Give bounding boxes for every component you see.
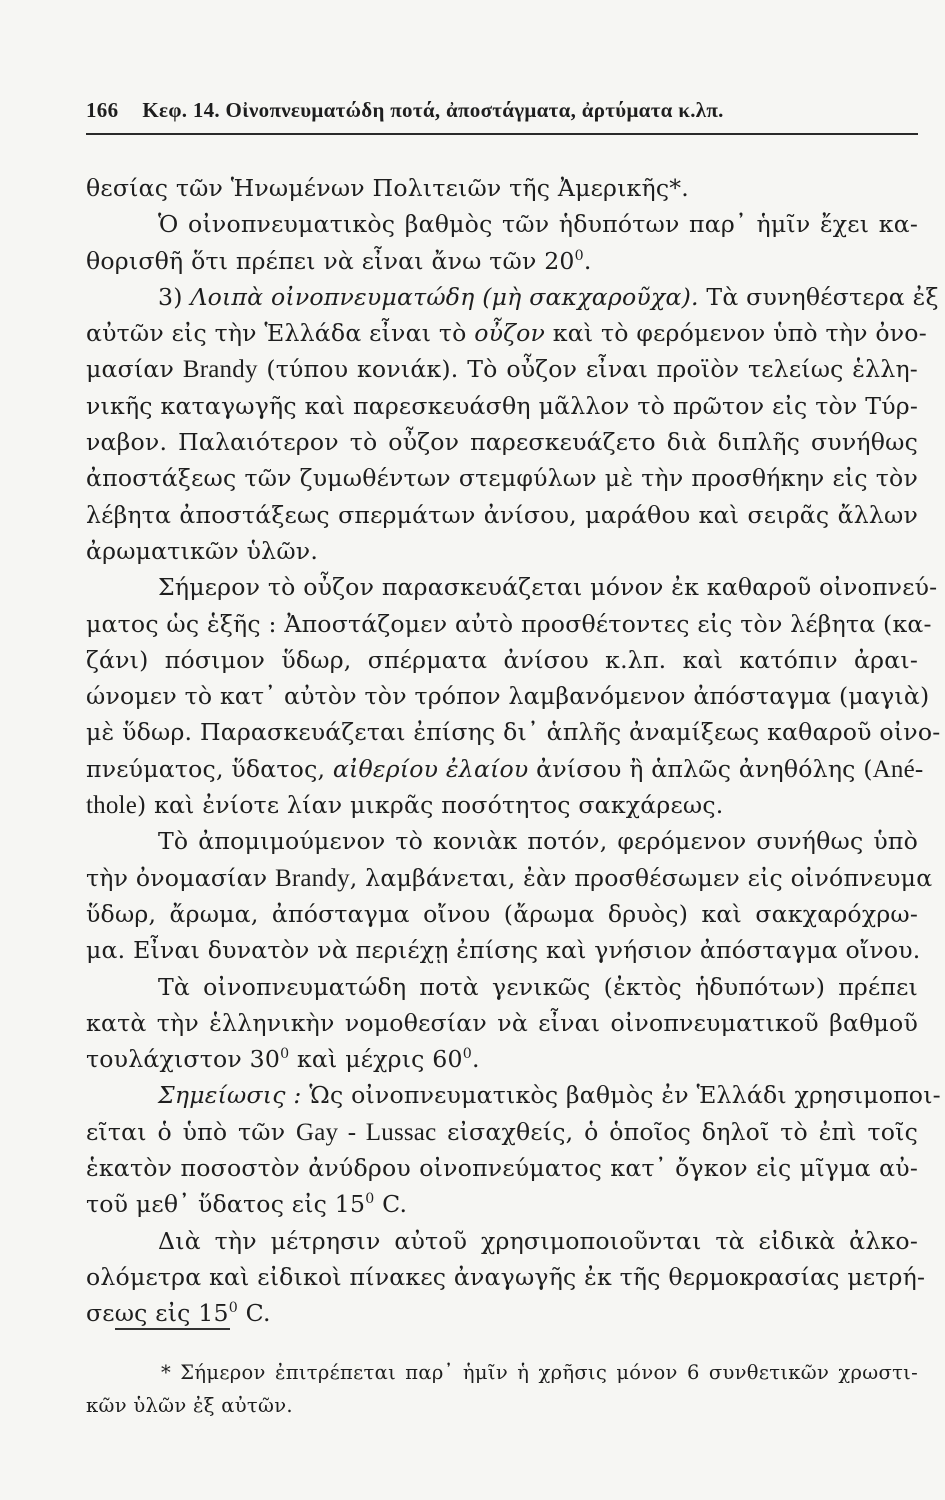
text-run: ἀνίσου ἢ ἁπλῶς ἀνηθόλης ( (528, 754, 873, 783)
paragraph-1-line-1: θεσίας τῶν Ἡνωμένων Πολιτειῶν τῆς Ἀμερικῆς*. (86, 174, 689, 202)
text-run: θορισθῆ ὅτι πρέπει νὰ εἶναι ἄνω τῶν 20 (86, 246, 575, 275)
paragraph-5-line-3: ὕδωρ, ἄρωμα, ἀπόσταγμα οἴνου (ἄρωμα δρυὸς) καὶ σακχαρόχρω- (86, 899, 918, 928)
text-run: σεως εἰς 15 (86, 1299, 229, 1328)
paragraph-3-line-7: λέβητα ἀποστάξεως σπερμάτων ἀνίσου, μαράθου καὶ σειρᾶς ἄλλων (86, 500, 918, 529)
text-run: μασίαν (86, 355, 183, 384)
running-header (86, 98, 724, 123)
paragraph-5-line-4: μα. Εἶναι δυνατὸν νὰ περιέχῃ ἐπίσης καὶ γνήσιον ἀπόσταγμα οἴνου. (86, 936, 921, 965)
latin-term: Gay - Lussac (296, 1118, 437, 1146)
text-run: C. (237, 1299, 271, 1328)
paragraph-7-line-3: ἑκατὸν ποσοστὸν ἀνύδρου οἰνοπνεύματος κατ᾽ ὄγκον εἰς μῖγμα αὐ- (86, 1154, 918, 1183)
footnote-rule (115, 1328, 230, 1330)
degree-sup: 0 (365, 1191, 375, 1208)
paragraph-3-line-5: ναβον. Παλαιότερον τὸ οὖζον παρεσκευάζετο διὰ διπλῆς συνήθως (86, 428, 918, 457)
text-run: 3) (158, 282, 191, 311)
degree-sup: 0 (228, 1300, 238, 1317)
text-run: (τύπου κονιάκ). Τὸ οὖζον εἶναι προϊὸν τελείως ἑλλη- (257, 355, 918, 384)
text-run: . (471, 1045, 480, 1074)
paragraph-4-line-7 (86, 787, 918, 823)
text-run: εἰσαχθείς, ὁ ὁποῖος δηλοῖ τὸ ἐπὶ τοῖς (436, 1117, 918, 1146)
latin-term: Ané- (872, 755, 924, 783)
latin-term: thole (86, 792, 137, 820)
paragraph-3-line-6: ἀποστάξεως τῶν ζυμωθέντων στεμφύλων μὲ τὴν προσθήκην εἰς τὸν (86, 464, 918, 493)
paragraph-3-line-1 (86, 279, 939, 315)
footnote (86, 1356, 918, 1422)
paragraph-2-line-2 (86, 243, 918, 279)
paragraph-3-line-2 (86, 315, 927, 351)
footnote-line-2: κῶν ὑλῶν ἐξ αὐτῶν. (86, 1394, 293, 1417)
paragraph-7-line-1 (86, 1077, 941, 1113)
text-run: ) καὶ ἐνίοτε λίαν μικρᾶς ποσότητος σακχάρεως. (137, 791, 724, 820)
paragraph-6-line-1: Τὰ οἰνοπνευματώδη ποτὰ γενικῶς (ἐκτὸς ἡδυπότων) πρέπει (158, 972, 918, 1001)
paragraph-8-line-1: Διὰ τὴν μέτρησιν αὐτοῦ χρησιμοποιοῦνται τὰ εἰδικὰ ἀλκο- (158, 1226, 918, 1255)
paragraph-8-line-2: ολόμετρα καὶ εἰδικοὶ πίνακες ἀναγωγῆς ἐκ τῆς θερμοκρασίας μετρή- (86, 1262, 926, 1291)
text-run: τὴν ὀνομασίαν (86, 863, 275, 892)
text-run: . (583, 246, 592, 275)
italic-term: αἰθερίου ἐλαίου (332, 754, 529, 783)
latin-term: Brandy (182, 356, 258, 384)
paragraph-5-line-1: Τὸ ἀπομιμούμενον τὸ κονιὰκ ποτόν, φερόμενον συνήθως ὑπὸ (158, 827, 918, 856)
paragraph-4-line-6 (86, 751, 924, 787)
text-run: πνεύματος, ὕδατος, (86, 754, 333, 783)
note-label: Σημείωσις : (158, 1081, 302, 1110)
footnote-line-1: * Σήμερον ἐπιτρέπεται παρ᾽ ἡμῖν ἡ χρῆσις μόνον 6 συνθετικῶν χρωστι- (161, 1361, 918, 1384)
paragraph-4-line-3: ζάνι) πόσιμον ὕδωρ, σπέρματα ἀνίσου κ.λπ. καὶ κατόπιν ἀραι- (86, 645, 918, 674)
paragraph-3-line-8: ἀρωματικῶν ὑλῶν. (86, 536, 319, 565)
body-text (86, 170, 941, 1332)
degree-sup: 0 (462, 1046, 472, 1063)
text-run: Ὡς οἰνοπνευματικὸς βαθμὸς ἐν Ἑλλάδι χρησιμοποι- (301, 1081, 941, 1110)
text-run: C. (374, 1190, 408, 1219)
text-run: καὶ μέχρις 60 (289, 1045, 463, 1074)
paragraph-6-line-3 (86, 1041, 918, 1077)
paragraph-7-line-2 (86, 1114, 918, 1150)
paragraph-4-line-1: Σήμερον τὸ οὖζον παρασκευάζεται μόνον ἐκ καθαροῦ οἰνοπνεύ- (158, 573, 938, 602)
italic-heading: Λοιπὰ οἰνοπνευματώδη (μὴ σακχαροῦχα). (190, 282, 699, 311)
text-run: καὶ τὸ φερόμενον ὑπὸ τὴν ὀνο- (545, 319, 927, 348)
degree-sup: 0 (280, 1046, 290, 1063)
degree-sup: 0 (574, 247, 584, 264)
page-number: 166 (86, 98, 119, 122)
text-run: τουλάχιστον 30 (86, 1045, 281, 1074)
text-run: τοῦ μεθ᾽ ὕδατος εἰς 15 (86, 1190, 366, 1219)
paragraph-4-line-2: ματος ὡς ἑξῆς : Ἀποστάζομεν αὐτὸ προσθέτοντες εἰς τὸν λέβητα (κα- (86, 609, 932, 638)
paragraph-7-line-4 (86, 1186, 918, 1222)
paragraph-3-line-4: νικῆς καταγωγῆς καὶ παρεσκευάσθη μᾶλλον τὸ πρῶτον εἰς τὸν Τύρ- (86, 391, 918, 420)
header-rule (86, 133, 918, 135)
paragraph-3-line-3 (86, 351, 918, 387)
latin-term: Brandy (274, 864, 350, 892)
text-run: , λαμβάνεται, ἐὰν προσθέσωμεν εἰς οἰνόπνευμα (349, 863, 933, 892)
italic-term: οὖζον (474, 319, 546, 348)
running-title: Κεφ. 14. Οἰνοπνευματώδη ποτά, ἀποστάγματα, ἀρτύματα κ.λπ. (142, 98, 724, 122)
text-run: εῖται ὁ ὑπὸ τῶν (86, 1117, 296, 1146)
paragraph-4-line-4: ώνομεν τὸ κατ᾽ αὐτὸν τὸν τρόπον λαμβανόμενον ἀπόσταγμα (μαγιὰ) (86, 682, 930, 711)
text-run: Τὰ συνηθέστερα ἐξ (698, 282, 939, 311)
paragraph-4-line-5: μὲ ὕδωρ. Παρασκευάζεται ἐπίσης δι᾽ ἁπλῆς ἀναμίξεως καθαροῦ οἰνο- (86, 718, 941, 747)
paragraph-2-line-1: Ὁ οἰνοπνευματικὸς βαθμὸς τῶν ἡδυπότων παρ᾽ ἡμῖν ἔχει κα- (158, 210, 918, 239)
paragraph-5-line-2 (86, 860, 933, 896)
paragraph-6-line-2: κατὰ τὴν ἑλληνικὴν νομοθεσίαν νὰ εἶναι οἰνοπνευματικοῦ βαθμοῦ (86, 1008, 918, 1037)
text-run: αὐτῶν εἰς τὴν Ἑλλάδα εἶναι τὸ (86, 319, 475, 348)
paragraph-8-line-3 (86, 1295, 918, 1331)
